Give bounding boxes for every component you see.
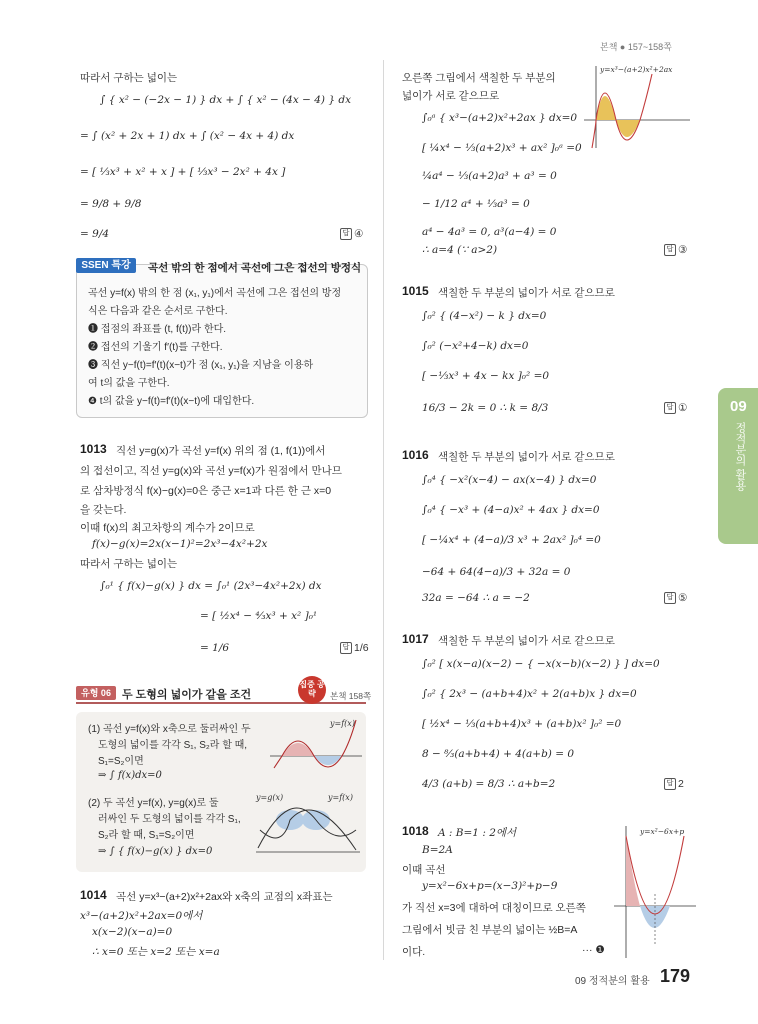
type-tag: 유형 06	[76, 686, 116, 700]
p1015-line: [ −⅓x³ + 4x − kx ]₀² =0	[422, 370, 550, 382]
equation-line: = 9/8 + 9/8	[80, 198, 142, 210]
column-divider	[383, 60, 384, 960]
p1013-line: = 1/6	[200, 642, 230, 654]
p1016-line: 32a = −64 ∴ a = −2	[422, 592, 530, 604]
page-number: 179	[660, 966, 691, 986]
ssen-line: 식은 다음과 같은 순서로 구한다.	[88, 306, 228, 317]
p1018-line: 이다.	[402, 946, 426, 958]
ssen-line: 여 t의 값을 구한다.	[88, 378, 170, 389]
p1015-line: ∫₀² { (4−x²) − k } dx=0	[422, 310, 547, 322]
p1016-line: −64 + 64(4−a)/3 + 32a = 0	[422, 566, 571, 578]
p1014-line: x³−(a+2)x²+2ax=0에서	[80, 910, 203, 922]
equation-line: = [ ⅓x³ + x² + x ] + [ ⅓x³ − 2x² + 4x ]	[80, 166, 286, 178]
p1013-line: 로 삼차방정식 f(x)−g(x)=0은 중근 x=1과 다른 한 근 x=0	[80, 485, 332, 497]
type-ref: 본책 158쪽	[330, 691, 372, 701]
p1013-line: 직선 y=g(x)가 곡선 y=f(x) 위의 점 (1, f(1))에서	[116, 445, 326, 457]
ssen-line: 곡선 y=f(x) 밖의 한 점 (x₁, y₁)에서 곡선에 그은 접선의 방정	[88, 288, 342, 299]
p1018-line: 가 직선 x=3에 대하여 대칭이므로 오른쪽	[402, 902, 586, 914]
p1017-line: ∫₀² [ x(x−a)(x−2) − { −x(x−b)(x−2) } ] dx=0	[422, 658, 660, 670]
answer-mark: 답 ④	[340, 228, 363, 240]
p1018-line: 그림에서 빗금 친 부분의 넓이는 ½B=A	[402, 924, 578, 936]
p1017-line: 색칠한 두 부분의 넓이가 서로 같으므로	[438, 635, 615, 647]
answer-icon: 답	[664, 244, 676, 256]
type-c1-line: S₁=S₂이면	[98, 756, 144, 767]
chapter-tab	[718, 388, 758, 544]
cont-line: [ ¼x⁴ − ⅓(a+2)x³ + ax² ]₀ᵃ =0	[422, 142, 582, 154]
ssen-tag: SSEN 특강	[76, 258, 136, 273]
answer-icon: 답	[664, 778, 676, 790]
cont-graph	[582, 64, 694, 150]
problem-number: 1018	[402, 824, 429, 838]
p1018-line: y=x²−6x+p=(x−3)²+p−9	[422, 880, 558, 892]
p1013-line: ∫₀¹ { f(x)−g(x) } dx = ∫₀¹ (2x³−4x²+2x) dx	[100, 580, 322, 592]
p1018-line: 이때 곡선	[402, 864, 446, 876]
ssen-title: 곡선 밖의 한 점에서 곡선에 그은 접선의 방정식	[148, 262, 362, 274]
p1014-line: x(x−2)(x−a)=0	[92, 926, 173, 938]
answer-icon: 답	[340, 642, 352, 654]
graph-label: y=f(x)	[330, 719, 355, 728]
page-ref: 본책 ● 157~158쪽	[600, 42, 672, 52]
p1013-line: = [ ½x⁴ − ⁴⁄₃x³ + x² ]₀¹	[200, 610, 318, 622]
type-title: 두 도형의 넓이가 같을 조건	[122, 689, 252, 701]
answer-icon: 답	[340, 228, 352, 240]
problem-number: 1017	[402, 632, 429, 646]
p1015-line: ∫₀² (−x²+4−k) dx=0	[422, 340, 529, 352]
cont-line: ¼a⁴ − ⅓(a+2)a³ + a³ = 0	[422, 170, 557, 182]
chapter-tab-title: 정적분의 활용	[734, 422, 746, 492]
p1015-line: 16/3 − 2k = 0 ∴ k = 8/3	[422, 402, 549, 414]
answer-icon: 답	[664, 402, 676, 414]
type-c1-line: 도형의 넓이를 각각 S₁, S₂라 할 때,	[98, 740, 248, 751]
p1014-line: 곡선 y=x³−(a+2)x²+2ax와 x축의 교점의 x좌표는	[116, 891, 333, 903]
problem-number: 1013	[80, 442, 107, 456]
cont-line: 오른쪽 그림에서 색칠한 두 부분의	[402, 72, 556, 84]
intro-text: 따라서 구하는 넓이는	[80, 72, 178, 84]
answer-mark: 답 ③	[664, 244, 687, 256]
answer-mark: 답 2	[664, 778, 684, 790]
p1013-line: 의 접선이고, 직선 y=g(x)와 곡선 y=f(x)가 원점에서 만나므	[80, 465, 342, 477]
cont-line: ∫₀ᵃ { x³−(a+2)x²+2ax } dx=0	[422, 112, 578, 124]
graph-label: y=x²−6x+p	[640, 827, 685, 836]
equation-line: = 9/4	[80, 228, 110, 240]
answer-icon: 답	[664, 592, 676, 604]
p1013-line: 이때 f(x)의 최고차항의 계수가 2이므로	[80, 522, 255, 534]
p1016-line: ∫₀⁴ { −x³ + (4−a)x² + 4ax } dx=0	[422, 504, 600, 516]
p1013-line: f(x)−g(x)=2x(x−1)²=2x³−4x²+2x	[92, 538, 268, 550]
ssen-line: ❹ t의 값을 y−f(t)=f′(t)(x−t)에 대입한다.	[88, 396, 255, 407]
type-c2-line: ⇒ ∫ { f(x)−g(x) } dx=0	[98, 846, 213, 857]
p1017-line: 4/3 (a+b) = 8/3 ∴ a+b=2	[422, 778, 556, 790]
focus-badge: 집중 공략	[298, 676, 326, 704]
p1017-line: [ ½x⁴ − ⅓(a+b+4)x³ + (a+b)x² ]₀² =0	[422, 718, 622, 730]
p1018-line: ··· ❶	[582, 944, 605, 956]
type-c1-line: (1) 곡선 y=f(x)와 x축으로 둘러싸인 두	[88, 724, 251, 735]
ssen-line: ❸ 직선 y−f(t)=f′(t)(x−t)가 점 (x₁, y₁)을 지남을 이용하	[88, 360, 314, 371]
problem-number: 1014	[80, 888, 107, 902]
type-c2-line: S₂라 할 때, S₁=S₂이면	[98, 830, 195, 841]
graph-label: y=f(x)	[328, 793, 353, 802]
type-c1-line: ⇒ ∫ f(x)dx=0	[98, 770, 162, 781]
cont-line: − 1/12 a⁴ + ⅓a³ = 0	[422, 198, 530, 210]
problem-number: 1016	[402, 448, 429, 462]
p1016-line: ∫₀⁴ { −x²(x−4) − ax(x−4) } dx=0	[422, 474, 597, 486]
p1013-line: 을 갖는다.	[80, 504, 127, 516]
chapter-tab-number: 09	[730, 398, 747, 415]
problem-number: 1015	[402, 284, 429, 298]
ssen-line: ❶ 접점의 좌표를 (t, f(t))라 한다.	[88, 324, 227, 335]
p1018-graph	[612, 824, 698, 960]
type-c2-line: (2) 두 곡선 y=f(x), y=g(x)로 둘	[88, 798, 219, 809]
p1016-line: 색칠한 두 부분의 넓이가 서로 같으므로	[438, 451, 615, 463]
equation-line: = ∫ (x² + 2x + 1) dx + ∫ (x² − 4x + 4) dx	[80, 130, 295, 142]
cont-line: a⁴ − 4a³ = 0, a³(a−4) = 0	[422, 226, 557, 238]
footer-chapter: 09 정적분의 활용	[575, 976, 650, 987]
p1015-line: 색칠한 두 부분의 넓이가 서로 같으므로	[438, 287, 615, 299]
p1017-line: ∫₀² { 2x³ − (a+b+4)x² + 2(a+b)x } dx=0	[422, 688, 637, 700]
graph-label: y=x³−(a+2)x²+2ax	[600, 65, 673, 74]
cont-line: ∴ a=4 (∵ a>2)	[422, 244, 498, 256]
p1016-line: [ −¼x⁴ + (4−a)/3 x³ + 2ax² ]₀⁴ =0	[422, 534, 601, 546]
answer-mark: 답 ⑤	[664, 592, 687, 604]
answer-mark: 답 1/6	[340, 642, 369, 654]
ssen-line: ❷ 접선의 기울기 f′(t)를 구한다.	[88, 342, 223, 353]
p1017-line: 8 − ⁸⁄₃(a+b+4) + 4(a+b) = 0	[422, 748, 575, 760]
p1018-line: B=2A	[422, 844, 453, 856]
type-graph-2	[252, 790, 364, 864]
p1013-line: 따라서 구하는 넓이는	[80, 558, 178, 570]
p1018-line: A : B=1 : 2에서	[438, 827, 517, 839]
answer-mark: 답 ①	[664, 402, 687, 414]
p1014-line: ∴ x=0 또는 x=2 또는 x=a	[92, 946, 220, 958]
type-graph-1	[268, 716, 364, 778]
graph-label: y=g(x)	[256, 793, 284, 802]
type-c2-line: 러싸인 두 도형의 넓이를 각각 S₁,	[98, 814, 241, 825]
cont-line: 넓이가 서로 같으므로	[402, 90, 500, 102]
equation-line: ∫ { x² − (−2x − 1) } dx + ∫ { x² − (4x − 4) } dx	[100, 94, 352, 106]
